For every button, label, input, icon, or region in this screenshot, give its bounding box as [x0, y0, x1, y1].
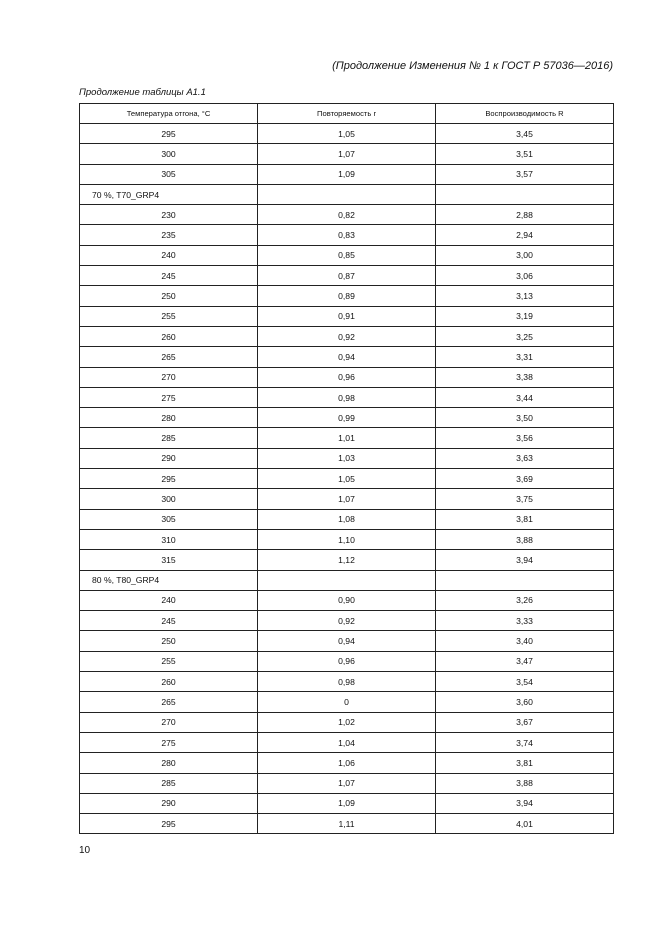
reproducibility-cell: 3,88 — [436, 529, 614, 549]
reproducibility-cell: 3,47 — [436, 651, 614, 671]
reproducibility-cell: 3,25 — [436, 326, 614, 346]
repeatability-cell: 1,07 — [258, 144, 436, 164]
repeatability-cell: 1,05 — [258, 469, 436, 489]
temperature-cell: 245 — [80, 266, 258, 286]
table-row — [80, 245, 614, 265]
reproducibility-cell: 3,94 — [436, 793, 614, 813]
empty-cell — [258, 570, 436, 590]
reproducibility-cell: 3,74 — [436, 732, 614, 752]
repeatability-cell: 0,89 — [258, 286, 436, 306]
reproducibility-cell: 3,57 — [436, 164, 614, 184]
temperature-cell: 230 — [80, 205, 258, 225]
temperature-cell: 300 — [80, 144, 258, 164]
repeatability-cell: 1,11 — [258, 814, 436, 834]
temperature-cell: 295 — [80, 124, 258, 144]
temperature-cell: 235 — [80, 225, 258, 245]
empty-cell — [258, 184, 436, 204]
temperature-cell: 290 — [80, 793, 258, 813]
repeatability-cell: 0,85 — [258, 245, 436, 265]
reproducibility-cell: 3,40 — [436, 631, 614, 651]
temperature-cell: 285 — [80, 428, 258, 448]
table-row — [80, 326, 614, 346]
reproducibility-cell: 3,00 — [436, 245, 614, 265]
repeatability-cell: 1,03 — [258, 448, 436, 468]
table-row — [80, 773, 614, 793]
table-header-row — [80, 104, 614, 124]
reproducibility-cell: 3,45 — [436, 124, 614, 144]
table-row — [80, 387, 614, 407]
reproducibility-cell: 3,51 — [436, 144, 614, 164]
temperature-cell: 300 — [80, 489, 258, 509]
repeatability-cell: 0,98 — [258, 672, 436, 692]
repeatability-cell: 1,01 — [258, 428, 436, 448]
reproducibility-cell: 3,54 — [436, 672, 614, 692]
table-row — [80, 753, 614, 773]
repeatability-cell: 0,91 — [258, 306, 436, 326]
table-row — [80, 712, 614, 732]
repeatability-cell: 1,02 — [258, 712, 436, 732]
temperature-cell: 255 — [80, 651, 258, 671]
temperature-cell: 260 — [80, 672, 258, 692]
reproducibility-cell: 3,56 — [436, 428, 614, 448]
reproducibility-cell: 3,60 — [436, 692, 614, 712]
repeatability-cell: 0,92 — [258, 611, 436, 631]
table-row — [80, 225, 614, 245]
table-row — [80, 672, 614, 692]
repeatability-cell: 0,98 — [258, 387, 436, 407]
page-number: 10 — [79, 845, 91, 856]
table-row — [80, 732, 614, 752]
temperature-cell: 285 — [80, 773, 258, 793]
temperature-cell: 240 — [80, 245, 258, 265]
temperature-cell: 245 — [80, 611, 258, 631]
temperature-cell: 305 — [80, 509, 258, 529]
table-row — [80, 631, 614, 651]
table-row — [80, 347, 614, 367]
empty-cell — [436, 570, 614, 590]
empty-cell — [436, 184, 614, 204]
table-row — [80, 793, 614, 813]
reproducibility-cell: 3,06 — [436, 266, 614, 286]
temperature-cell: 315 — [80, 550, 258, 570]
reproducibility-cell: 3,69 — [436, 469, 614, 489]
temperature-cell: 290 — [80, 448, 258, 468]
repeatability-cell: 1,09 — [258, 164, 436, 184]
repeatability-cell: 0,83 — [258, 225, 436, 245]
table-caption: Продолжение таблицы А1.1 — [79, 87, 206, 98]
table-row — [80, 611, 614, 631]
reproducibility-cell: 3,38 — [436, 367, 614, 387]
table-row — [80, 692, 614, 712]
temperature-cell: 280 — [80, 408, 258, 428]
temperature-cell: 305 — [80, 164, 258, 184]
table-row — [80, 651, 614, 671]
reproducibility-cell: 3,31 — [436, 347, 614, 367]
temperature-cell: 265 — [80, 692, 258, 712]
table-row — [80, 286, 614, 306]
reproducibility-cell: 3,19 — [436, 306, 614, 326]
repeatability-cell: 1,04 — [258, 732, 436, 752]
repeatability-cell: 0,87 — [258, 266, 436, 286]
reproducibility-cell: 3,75 — [436, 489, 614, 509]
repeatability-cell: 1,05 — [258, 124, 436, 144]
repeatability-cell: 1,09 — [258, 793, 436, 813]
table-row — [80, 306, 614, 326]
group-label: 80 %, T80_GRP4 — [80, 570, 258, 590]
reproducibility-cell: 2,94 — [436, 225, 614, 245]
temperature-cell: 250 — [80, 631, 258, 651]
group-label: 70 %, T70_GRP4 — [80, 184, 258, 204]
table-row — [80, 550, 614, 570]
table-row — [80, 124, 614, 144]
repeatability-cell: 1,10 — [258, 529, 436, 549]
temperature-cell: 260 — [80, 326, 258, 346]
reproducibility-cell: 3,26 — [436, 590, 614, 610]
table-row — [80, 408, 614, 428]
temperature-cell: 275 — [80, 732, 258, 752]
precision-table — [79, 103, 614, 834]
reproducibility-cell: 3,67 — [436, 712, 614, 732]
repeatability-cell: 0,96 — [258, 651, 436, 671]
temperature-cell: 270 — [80, 367, 258, 387]
table-group-row — [80, 184, 614, 204]
repeatability-cell: 0,82 — [258, 205, 436, 225]
table-row — [80, 529, 614, 549]
repeatability-cell: 0,94 — [258, 631, 436, 651]
column-header-reproducibility: Воспроизводимость R — [436, 104, 614, 124]
reproducibility-cell: 4,01 — [436, 814, 614, 834]
repeatability-cell: 0 — [258, 692, 436, 712]
reproducibility-cell: 3,44 — [436, 387, 614, 407]
temperature-cell: 295 — [80, 814, 258, 834]
repeatability-cell: 1,07 — [258, 773, 436, 793]
reproducibility-cell: 3,33 — [436, 611, 614, 631]
table-row — [80, 266, 614, 286]
reproducibility-cell: 3,81 — [436, 753, 614, 773]
temperature-cell: 270 — [80, 712, 258, 732]
table-row — [80, 590, 614, 610]
temperature-cell: 295 — [80, 469, 258, 489]
table-row — [80, 489, 614, 509]
temperature-cell: 265 — [80, 347, 258, 367]
document-header: (Продолжение Изменения № 1 к ГОСТ Р 57036—2016) — [332, 60, 613, 72]
reproducibility-cell: 3,13 — [436, 286, 614, 306]
column-header-repeatability: Повторяемость r — [258, 104, 436, 124]
reproducibility-cell: 3,81 — [436, 509, 614, 529]
table-row — [80, 469, 614, 489]
reproducibility-cell: 3,88 — [436, 773, 614, 793]
temperature-cell: 240 — [80, 590, 258, 610]
repeatability-cell: 1,08 — [258, 509, 436, 529]
table-row — [80, 144, 614, 164]
repeatability-cell: 0,96 — [258, 367, 436, 387]
repeatability-cell: 0,99 — [258, 408, 436, 428]
repeatability-cell: 0,92 — [258, 326, 436, 346]
temperature-cell: 310 — [80, 529, 258, 549]
temperature-cell: 280 — [80, 753, 258, 773]
table-row — [80, 367, 614, 387]
reproducibility-cell: 3,94 — [436, 550, 614, 570]
table-row — [80, 164, 614, 184]
temperature-cell: 250 — [80, 286, 258, 306]
column-header-temperature: Температура отгона, °С — [80, 104, 258, 124]
table-row — [80, 509, 614, 529]
table-row — [80, 428, 614, 448]
reproducibility-cell: 3,50 — [436, 408, 614, 428]
table-row — [80, 814, 614, 834]
temperature-cell: 275 — [80, 387, 258, 407]
reproducibility-cell: 2,88 — [436, 205, 614, 225]
repeatability-cell: 1,07 — [258, 489, 436, 509]
reproducibility-cell: 3,63 — [436, 448, 614, 468]
temperature-cell: 255 — [80, 306, 258, 326]
table-group-row — [80, 570, 614, 590]
table-row — [80, 205, 614, 225]
table-row — [80, 448, 614, 468]
repeatability-cell: 1,06 — [258, 753, 436, 773]
repeatability-cell: 1,12 — [258, 550, 436, 570]
repeatability-cell: 0,90 — [258, 590, 436, 610]
repeatability-cell: 0,94 — [258, 347, 436, 367]
